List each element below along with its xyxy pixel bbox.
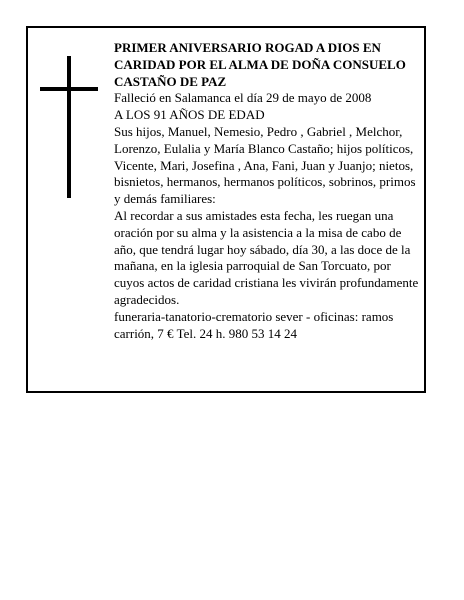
- notice-text: [114, 40, 419, 342]
- death-info: Falleció en Salamanca el día 29 de mayo de 2008: [114, 90, 372, 106]
- notice-heading: PRIMER ANIVERSARIO ROGAD A DIOS EN CARIDAD POR EL ALMA DE DOÑA CONSUELO CASTAÑO DE PAZ: [114, 40, 406, 89]
- cross-icon: [40, 56, 98, 198]
- cross-vertical-bar: [67, 56, 71, 198]
- cross-horizontal-bar: [40, 87, 98, 91]
- family-paragraph: Sus hijos, Manuel, Nemesio, Pedro , Gabriel , Melchor, Lorenzo, Eulalia y María Blanco Castaño; hijos políticos, Vicente, Mari, Josefina , Ana, Fani, Juan y Juanjo; nietos, bisnietos, hermanos, hermanos políticos, sobrinos, primos y demás familiares:: [114, 123, 416, 207]
- message-paragraph: Al recordar a sus amistades esta fecha, les ruegan una oración por su alma y la asistencia a la misa de cabo de año, que tendrá lugar hoy sábado, día 30, a las doce de la mañana, en la iglesia parroquial de San Torcuato, por cuyos actos de caridad cristiana les vivirán profundamente agradecidos.: [114, 207, 419, 307]
- funeral-home-info: funeraria-tanatorio-crematorio sever - oficinas: ramos carrión, 7 € Tel. 24 h. 980 53 14 24: [114, 308, 394, 341]
- obituary-notice: [26, 26, 426, 393]
- age-line: A LOS 91 AÑOS DE EDAD: [114, 107, 265, 123]
